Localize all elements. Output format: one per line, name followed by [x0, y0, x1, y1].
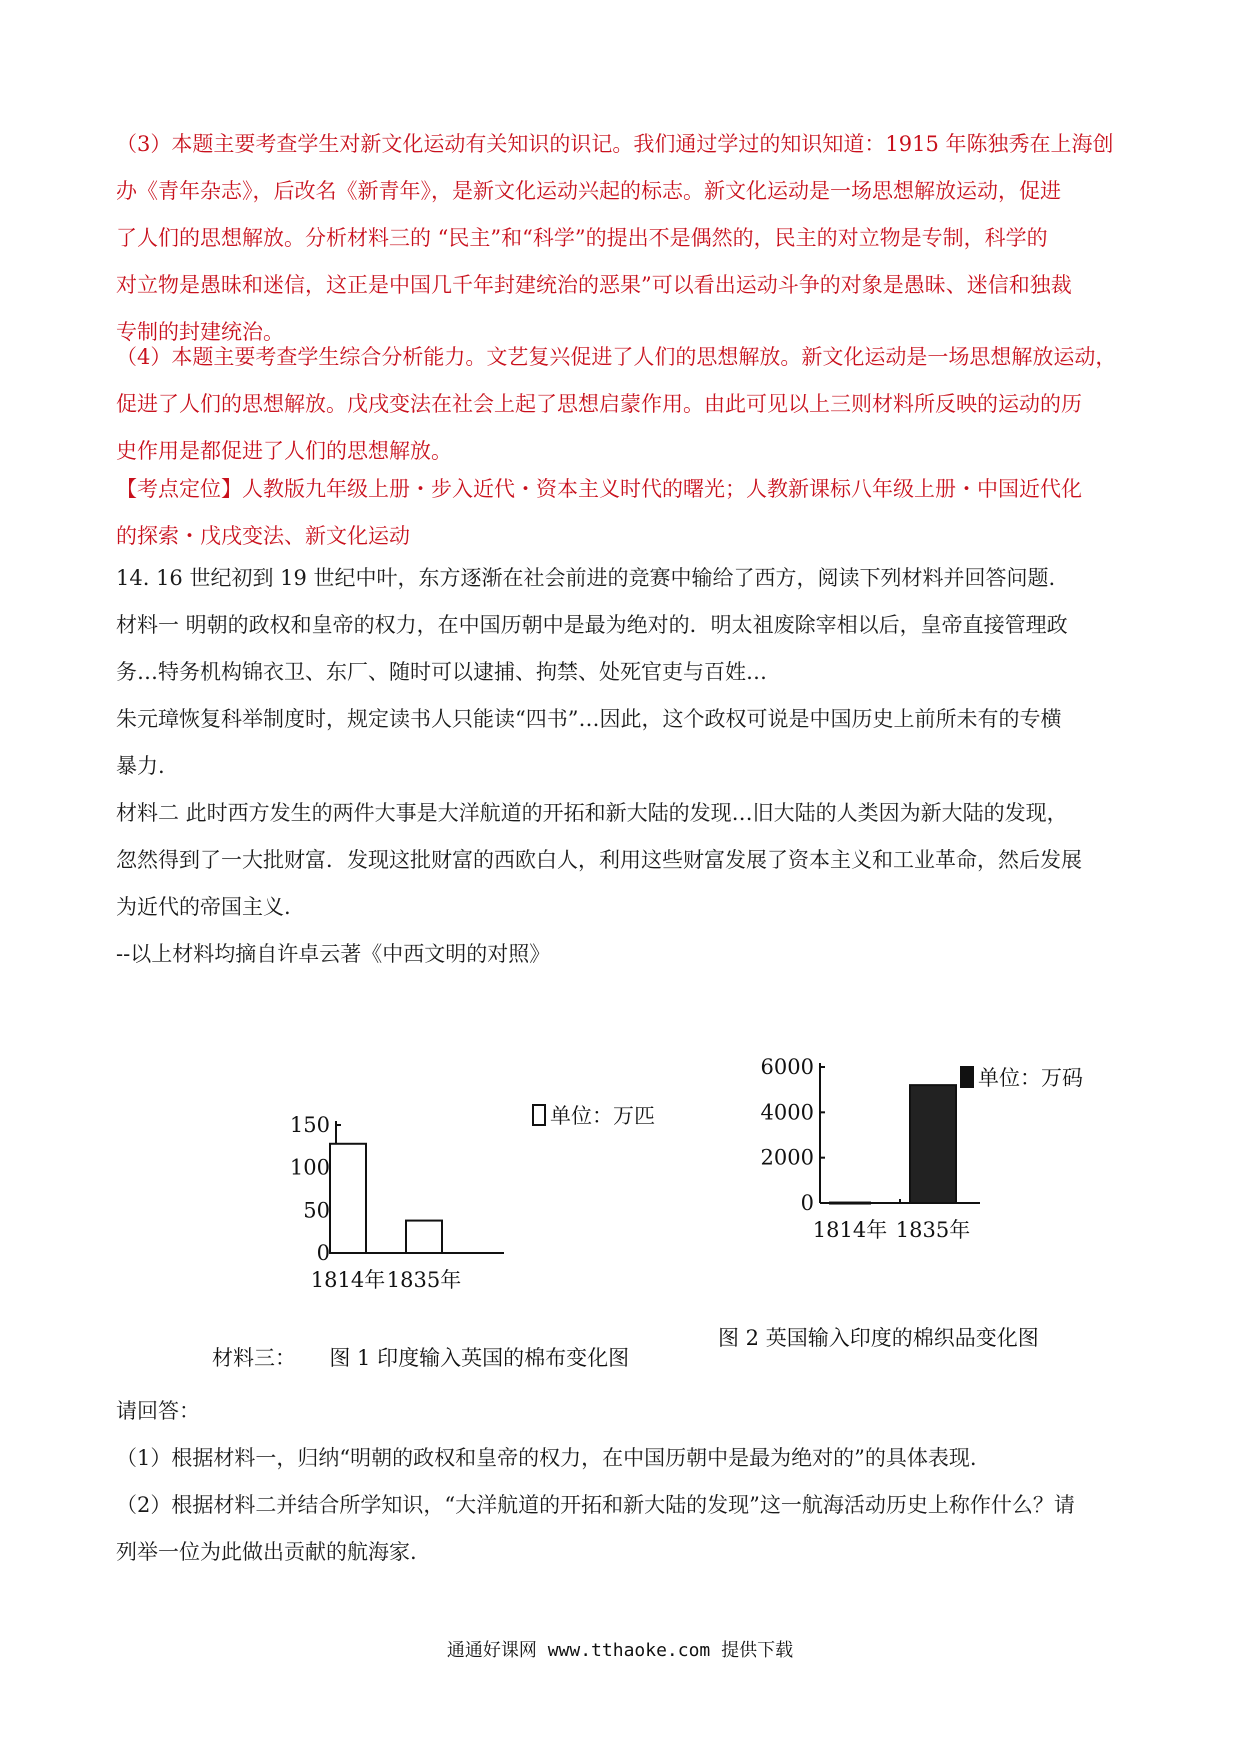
question-2-line: 列举一位为此做出贡献的航海家. — [116, 1540, 417, 1564]
x-tick-label: 1814年 — [310, 1268, 386, 1292]
answer-prompt: 请回答： — [116, 1399, 200, 1423]
answer-3-line: 了人们的思想解放。分析材料三的 “民主”和“科学”的提出不是偶然的，民主的对立物是专制，科学的 — [116, 226, 1048, 250]
y-tick-label: 150 — [290, 1113, 330, 1137]
source-line: --以上材料均摘自许卓云著《中西文明的对照》 — [116, 942, 551, 966]
chart-1-unit-text: 单位：万匹 — [550, 1104, 655, 1128]
material-2-line: 为近代的帝国主义. — [116, 895, 291, 919]
material-1-line: 暴力. — [116, 754, 165, 778]
question-2-line: （2）根据材料二并结合所学知识，“大洋航道的开拓和新大陆的发现”这一航海活动历史上称作什么？请 — [116, 1493, 1075, 1517]
question-1: （1）根据材料一，归纳“明朝的政权和皇帝的权力，在中国历朝中是最为绝对的”的具体表现. — [116, 1446, 977, 1470]
legend-swatch-icon — [532, 1104, 546, 1126]
y-tick-label: 0 — [316, 1241, 330, 1265]
legend-swatch-icon — [960, 1066, 974, 1088]
chart-2-caption — [718, 1322, 1039, 1352]
bar — [330, 1144, 366, 1253]
answer-3-line: 办《青年杂志》，后改名《新青年》，是新文化运动兴起的标志。新文化运动是一场思想解放运动，促进 — [116, 179, 1061, 203]
question-prompts — [116, 1388, 1126, 1576]
answer-4-line: 史作用是都促进了人们的思想解放。 — [116, 439, 452, 463]
chart-2-unit-text: 单位：万码 — [978, 1066, 1083, 1090]
material-1-line: 务…特务机构锦衣卫、东厂、随时可以逮捕、拘禁、处死官吏与百姓… — [116, 660, 767, 684]
material-1-line: 材料一 明朝的政权和皇帝的权力，在中国历朝中是最为绝对的．明太祖废除宰相以后，皇帝直接管理政 — [116, 613, 1068, 637]
material-2-line: 材料二 此时西方发生的两件大事是大洋航道的开拓和新大陆的发现…旧大陆的人类因为新大陆的发现， — [116, 801, 1068, 825]
kaodian-line: 【考点定位】人教版九年级上册・步入近代・资本主义时代的曙光；人教新课标八年级上册・中国近代化 — [116, 477, 1082, 501]
kaodian-line: 的探索・戊戌变法、新文化运动 — [116, 524, 410, 548]
chart-figure-2 — [738, 1055, 998, 1285]
bar — [406, 1221, 442, 1253]
chart-1-title: 图 1 印度输入英国的棉布变化图 — [329, 1346, 630, 1370]
x-tick-label: 1835年 — [386, 1268, 462, 1292]
y-tick-label: 2000 — [760, 1145, 814, 1170]
answer-4-line: 促进了人们的思想解放。戊戌变法在社会上起了思想启蒙作用。由此可见以上三则材料所反映的运动的历 — [116, 392, 1082, 416]
y-tick-label: 100 — [290, 1155, 330, 1180]
answer-4-line: （4）本题主要考查学生综合分析能力。文艺复兴促进了人们的思想解放。新文化运动是一场思想解放运动， — [116, 345, 1117, 369]
chart-1-caption — [212, 1342, 629, 1372]
footer-credit: 通通好课网 www.tthaoke.com 提供下载 — [446, 1640, 794, 1661]
material-1-line: 朱元璋恢复科举制度时，规定读书人只能读“四书”…因此，这个政权可说是中国历史上前所未有的专横 — [116, 707, 1062, 731]
y-tick-label: 50 — [303, 1198, 330, 1223]
answer-3-line: 对立物是愚昧和迷信，这正是中国几千年封建统治的恶果”可以看出运动斗争的对象是愚昧、迷信和独裁 — [116, 273, 1072, 297]
chart-2-unit — [960, 1062, 1083, 1092]
question-intro: 14. 16 世纪初到 19 世纪中叶，东方逐渐在社会前进的竞赛中输给了西方，阅读下列材料并回答问题. — [116, 566, 1056, 590]
material-3-label: 材料三： — [212, 1346, 296, 1370]
bar — [830, 1203, 870, 1204]
answer-3-line: （3）本题主要考查学生对新文化运动有关知识的识记。我们通过学过的知识知道：1915 年陈独秀在上海创 — [116, 132, 1114, 156]
x-tick-label: 1814年 — [812, 1218, 888, 1242]
y-tick-label: 6000 — [760, 1055, 814, 1079]
y-tick-label: 0 — [800, 1191, 814, 1215]
answer-3-line: 专制的封建统治。 — [116, 320, 284, 344]
material-2-line: 忽然得到了一大批财富．发现这批财富的西欧白人，利用这些财富发展了资本主义和工业革命，然后发展 — [116, 848, 1082, 872]
bar — [910, 1085, 956, 1203]
x-tick-label: 1835年 — [895, 1218, 971, 1242]
chart-1-unit — [532, 1100, 655, 1130]
y-tick-label: 4000 — [760, 1100, 814, 1125]
chart-figure-1 — [290, 1105, 560, 1305]
chart-2-title: 图 2 英国输入印度的棉织品变化图 — [718, 1326, 1039, 1350]
